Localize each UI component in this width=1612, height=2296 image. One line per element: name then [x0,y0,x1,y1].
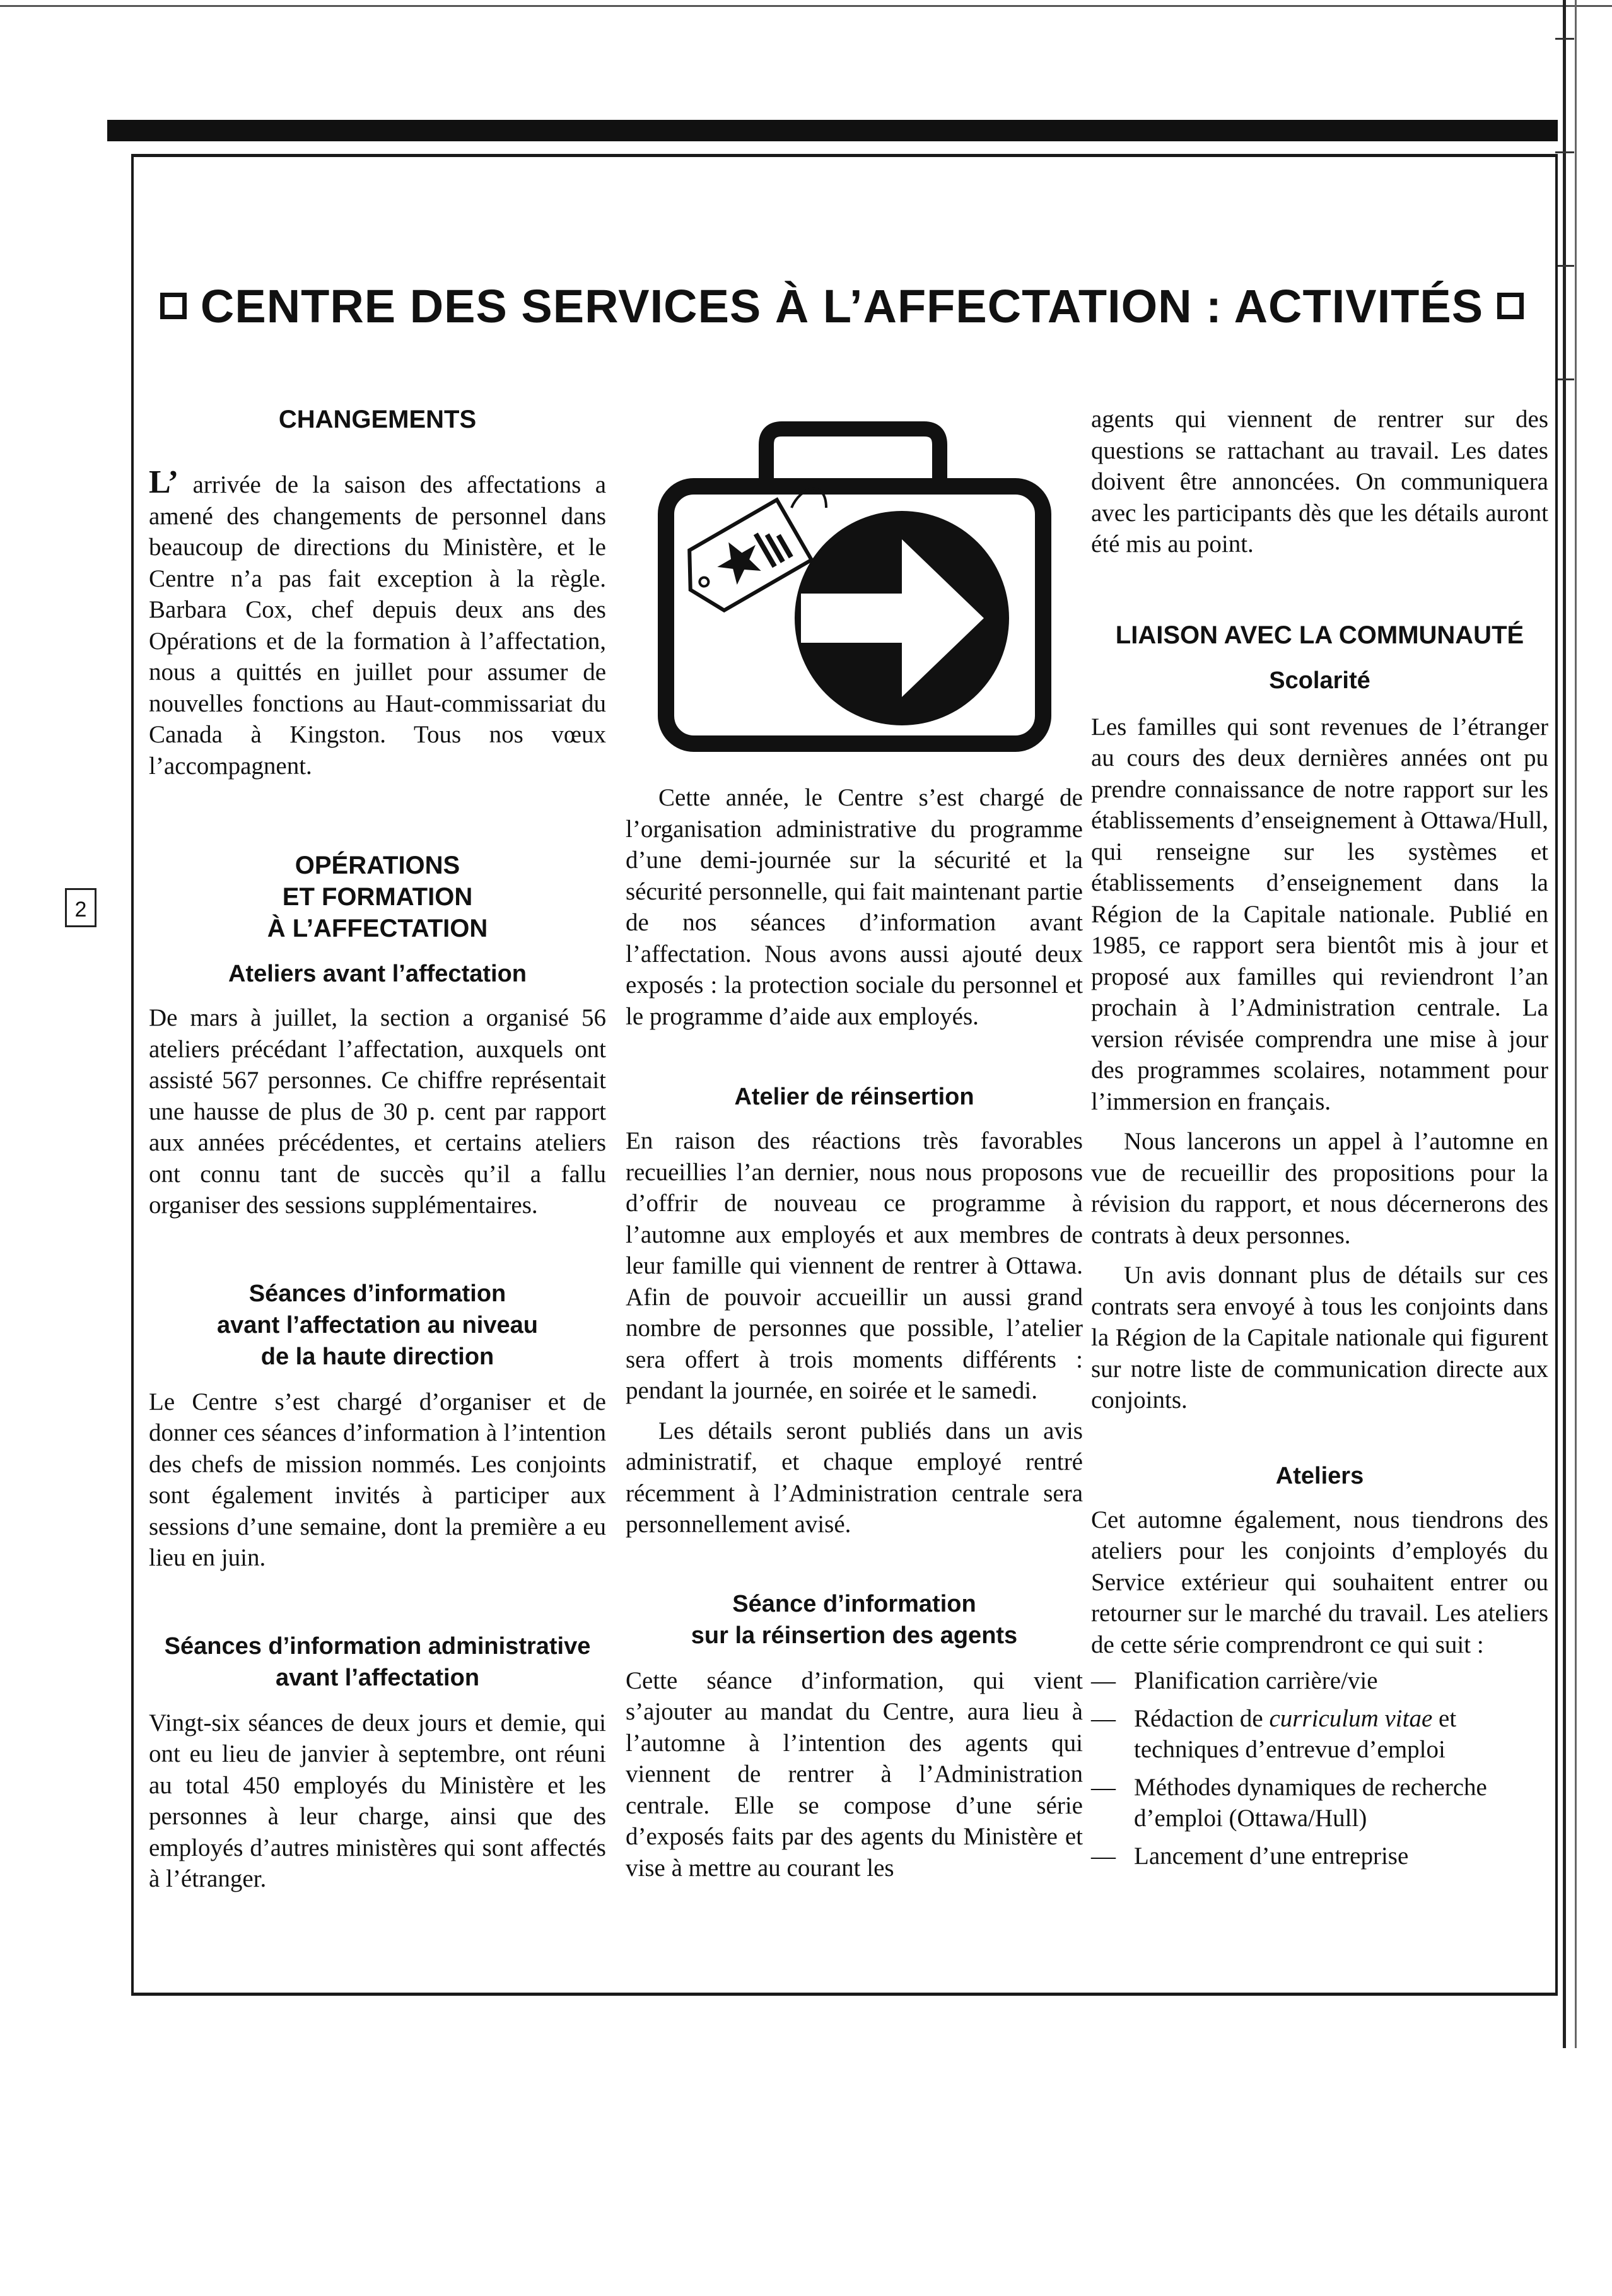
heading-seances-admin [149,1631,606,1694]
dropcap: L’ [149,464,179,500]
text-ateliers: Cet automne également, nous tiendrons des ateliers pour les conjoints d’employés du Service extérieur qui souhaitent entrer ou retourner sur le marché du travail. Les ateliers de cette série comprendront ce qui suit : [1091,1506,1548,1658]
page-title-text: CENTRE DES SERVICES À L’AFFECTATION : ACTIVITÉS [200,279,1484,332]
heading-seances-admin-line1: Séances d’information administrative [164,1632,591,1660]
heading-seances-admin-line2: avant l’affectation [275,1664,480,1691]
text-reinsertion-2: Les détails seront publiés dans un avis administratif, et chaque employé rentré récemment à l’Administration centrale sera personnellement avisé. [626,1417,1083,1538]
heading-operations [149,850,606,944]
text-reinsertion-1: En raison des réactions très favorables recueillies l’an dernier, nous nous proposons d’offrir de nouveau ce programme à l’automne aux employés et aux membres de leur famille qui viennent de rentrer à Ottawa. Afin de pouvoir accueillir un aussi grand nombre de personnes que possible, l’atelier sera offert à trois moments différents : pendant la journée, en soirée et le samedi. [626,1127,1083,1404]
text-ateliers-avant: De mars à juillet, la section a organisé 56 ateliers précédant l’affectation, auxquels ont assisté 567 personnes. Ce chiffre représentait une hausse de plus de 30 p. cent par rapport aux années précédentes, et certains ateliers ont connu tant de succès qu’il a fallu organiser des sessions supplémentaires. [149,1004,606,1219]
list-item [1091,1703,1548,1766]
column-left [149,404,606,1918]
binding-mark [1555,265,1574,267]
column-right [1091,404,1548,1918]
text-seances-haute: Le Centre s’est chargé d’organiser et de donner ces séances d’information à l’intention des chefs de mission nommés. Les conjoints sont également invités à participer aux sessions d’une semaine, dont la première a eu lieu en juin. [149,1388,606,1571]
list-item-italic: curriculum vitae [1269,1704,1433,1732]
list-item: — Planification carrière/vie [1091,1665,1548,1697]
heading-seance-agents-line2: sur la réinsertion des agents [691,1622,1018,1649]
heading-seances-haute [149,1278,606,1373]
heading-reinsertion: Atelier de réinsertion [734,1084,974,1110]
title-box-right-icon [1497,293,1524,319]
heading-seances-haute-line2: avant l’affectation au niveau [217,1311,538,1338]
binding-mark [1555,151,1574,153]
text-intro-col2: Cette année, le Centre s’est chargé de l’organisation administrative du programme d’une demi-journée sur la sécurité et la sécurité personnelle, qui fait maintenant partie de nos séances d’information avant l’affectation. Nous avons aussi ajouté deux exposés : la protection sociale du personnel et le programme d’aide aux employés. [626,784,1083,1030]
ateliers-list [1091,1665,1548,1871]
text-scolarite-2: Nous lancerons un appel à l’automne en vue de recueillir des propositions pour la révision du rapport, et nous décernerons des contrats à deux personnes. [1091,1128,1548,1249]
text-seance-agents: Cette séance d’information, qui vient s’ajouter au mandat du Centre, aura lieu à l’automne à l’intention des agents qui viennent de rentrer à l’Administration centrale. Elle se compose d’une série d’exposés faits par des agents du Ministère et vise à mettre au courant les [626,1666,1083,1882]
binding-edge [1563,0,1577,2048]
heading-seances-haute-line3: de la haute direction [260,1343,494,1370]
paragraph-changements [149,464,607,782]
column-middle [626,782,1083,2296]
heading-seance-agents-line1: Séance d’information [732,1590,976,1617]
heading-liaison: LIAISON AVEC LA COMMUNAUTÉ [1115,621,1524,649]
page-title [142,278,1542,334]
heading-operations-line2: ET FORMATION [282,883,473,911]
list-item-pre: Rédaction de [1134,1704,1270,1732]
heading-changements: CHANGEMENTS [278,406,477,433]
heading-seance-agents [626,1588,1083,1651]
page-number: 2 [65,888,96,927]
heading-seances-haute-line1: Séances d’information [248,1280,506,1307]
text-changements: arrivée de la saison des affectations a amené des changements de personnel dans beaucoup de directions du Ministère, et le Centre n’a pas fait exception à la règle. Barbara Cox, chef depuis deux ans des Opérations et de la formation à l’affectation, nous a quittés en juillet pour assumer de nouvelles fonctions au Haut-commissariat du Canada à Kingston. Tous nos vœux l’accompagnent. [149,471,607,780]
text-scolarite-3: Un avis donnant plus de détails sur ces contrats sera envoyé à tous les conjoints dans la Région de la Capitale nationale qui figurent sur notre liste de communication directe aux conjoints. [1091,1262,1548,1414]
title-box-left-icon [160,293,187,319]
list-item: — Lancement d’une entreprise [1091,1841,1548,1872]
text-seances-admin: Vingt-six séances de deux jours et demie, qui ont eu lieu de janvier à septembre, ont réuni au total 450 employés du Ministère et les personnes à leur charge, ainsi que des employés d’autres ministères qui sont affectés à l’étranger. [149,1709,606,1892]
heading-scolarite: Scolarité [1269,667,1370,694]
suitcase-arrow-illustration [643,419,1066,754]
heading-operations-line1: OPÉRATIONS [295,852,460,879]
list-item: — Méthodes dynamiques de recherche d’emploi (Ottawa/Hull) [1091,1772,1548,1834]
heading-ateliers-avant: Ateliers avant l’affectation [228,961,527,987]
list-item-post: et techniques d’entrevue d’emploi [1134,1704,1457,1763]
scan-top-rule [0,5,1612,7]
heading-operations-line3: À L’AFFECTATION [267,915,488,942]
heading-ateliers: Ateliers [1275,1462,1364,1489]
binding-mark [1555,378,1574,380]
text-scolarite-1: Les familles qui sont revenues de l’étranger au cours des deux dernières années ont pu prendre connaissance de notre rapport sur les établissements d’enseignement à Ottawa/Hull, qui renseigne sur les systèmes et établissements d’enseignement dans la Région de la Capitale nationale. Publié en 1985, ce rapport sera bientôt mis à jour et proposé aux familles qui reviendront l’an prochain à l’Administration centrale. La version révisée comprendra une mise à jour des programmes scolaires, notamment pour l’immersion en français. [1091,713,1548,1115]
text-continuation: agents qui viennent de rentrer sur des questions se rattachant au travail. Les dates doivent être annoncées. On communiquera avec les participants dès que les détails auront été mis au point. [1091,406,1548,558]
header-bar [107,120,1558,141]
binding-mark [1555,38,1574,40]
